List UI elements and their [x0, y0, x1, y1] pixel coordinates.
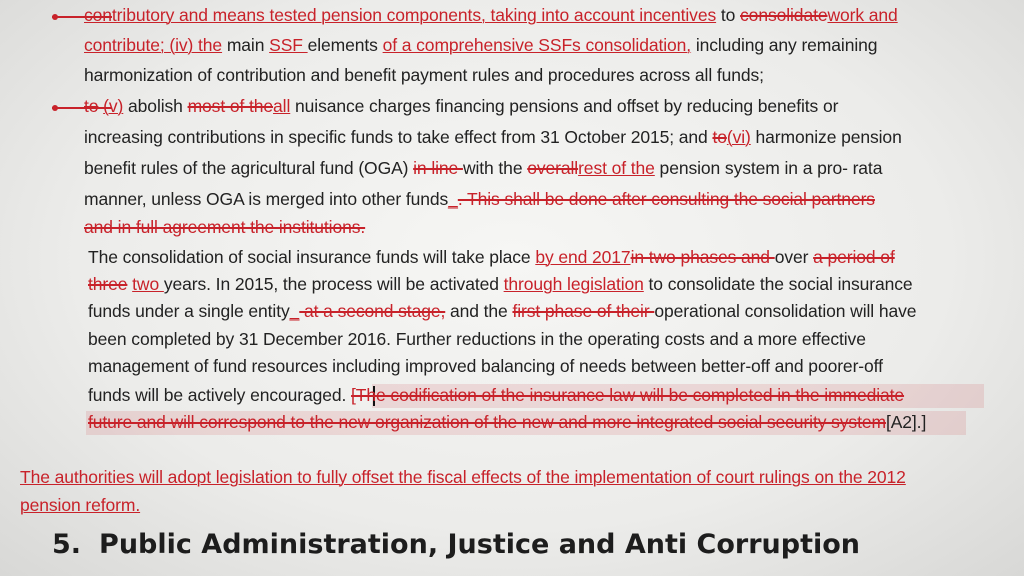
- p3-line1: The consolidation of social insurance funds will take place by end 2017in two phases and over a period of: [88, 247, 895, 267]
- p4-line1: The authorities will adopt legislation to fully offset the fiscal effects of the implementation of court rulings on the 2012: [20, 467, 906, 487]
- p2-line1: to (v) abolish most of theall nuisance charges financing pensions and offset by reducing benefits or: [84, 96, 839, 116]
- p4-line2: pension reform.: [20, 495, 141, 515]
- p2-line5: and in full agreement the institutions.: [84, 217, 366, 237]
- p3-line2: three two years. In 2015, the process will be activated through legislation to consolidate the social insurance: [88, 274, 913, 294]
- p2-line4: manner, unless OGA is merged into other funds_. This shall be done after consulting the social partners: [84, 189, 875, 209]
- section-title: Public Administration, Justice and Anti Corruption: [99, 529, 861, 560]
- p3-line5: management of fund resources including improved balancing of needs between better-off and poorer-off: [88, 356, 883, 376]
- p1-line1: contributory and means tested pension components, taking into account incentives to consolidatework and: [84, 5, 898, 25]
- p3-line4: been completed by 31 December 2016. Further reductions in the operating costs and a more effective: [88, 329, 866, 349]
- p2-line3: benefit rules of the agricultural fund (OGA) in line with the overallrest of the pension system in a pro- rata: [84, 158, 883, 178]
- p1-line2: contribute; (iv) the main SSF elements of a comprehensive SSFs consolidation, including any remaining: [84, 35, 878, 55]
- p1-line3: harmonization of contribution and benefit payment rules and procedures across all funds;: [84, 65, 764, 85]
- section-heading: [52, 528, 860, 562]
- section-number: 5.: [52, 529, 82, 560]
- p2-line2: increasing contributions in specific funds to take effect from 31 October 2015; and to(vi) harmonize pension: [84, 127, 902, 147]
- p3-line7: future and will correspond to the new organization of the new and more integrated social security system[A2].]: [88, 412, 927, 432]
- p3-line6: funds will be actively encouraged. [The codification of the insurance law will be completed in the immediate: [88, 385, 905, 405]
- p3-line3: funds under a single entity_ at a second stage, and the first phase of their operational consolidation will have: [88, 301, 917, 321]
